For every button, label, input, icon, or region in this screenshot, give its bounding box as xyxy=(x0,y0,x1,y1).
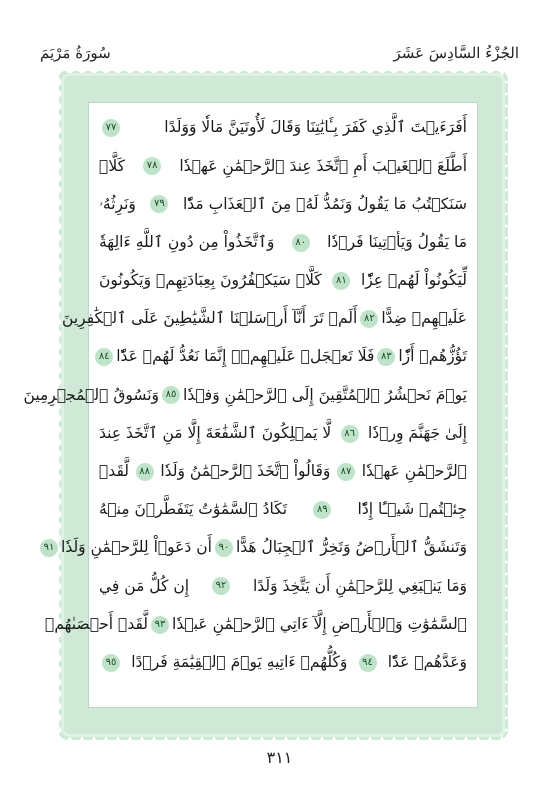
ayah-number-marker: ٨٢ xyxy=(360,310,378,328)
verse-text: يَوۡمَ نَحۡشُرُ ٱلۡمُتَّقِينَ إِلَى ٱلرَّحۡمَٰنِ وَفۡدٗا xyxy=(183,385,467,404)
verse-line xyxy=(99,453,467,491)
ayah-number-marker: ٩٣ xyxy=(151,616,169,634)
ayah-number-marker: ٨٤ xyxy=(95,348,113,366)
verse-lines xyxy=(23,109,467,701)
surah-name: سُورَةُ مَرْيَمَ xyxy=(40,44,111,62)
verse-text: وَٱتَّخَذُواْ مِن دُونِ ٱللَّهِ ءَالِهَةٗ xyxy=(99,232,275,251)
ayah-number-marker: ٧٧ xyxy=(102,119,120,137)
verse-text: أَن دَعَوۡاْ لِلرَّحۡمَٰنِ وَلَدٗا xyxy=(61,538,212,557)
verse-text: وَمَا يَنۢبَغِي لِلرَّحۡمَٰنِ أَن يَتَّخِذَ وَلَدًا xyxy=(252,576,467,595)
verse-text: لَّقَدۡ xyxy=(99,462,130,481)
verse-text: ٱلرَّحۡمَٰنِ عَهۡدٗا xyxy=(361,462,467,481)
page-number: ٣١١ xyxy=(266,748,293,767)
ayah-number-marker: ٨٠ xyxy=(292,234,310,252)
verse-text: سَنَكۡتُبُ مَا يَقُولُ وَنَمُدُّ لَهُۥ مِنَ ٱلۡعَذَابِ مَدّٗا xyxy=(182,194,467,213)
verse-line xyxy=(99,147,467,185)
ayah-number-marker: ٧٨ xyxy=(143,157,161,175)
verse-line xyxy=(23,376,467,414)
ayah-number-marker: ٩٤ xyxy=(359,654,377,672)
verse-line xyxy=(62,300,467,338)
ayah-number-marker: ٨٣ xyxy=(377,348,395,366)
verse-text: لَّقَدۡ أَحۡصَىٰهُمۡ xyxy=(45,614,149,633)
ayah-number-marker: ٧٩ xyxy=(150,195,168,213)
verse-text: جِئۡتُمۡ شَيۡـًٔا إِدّٗا xyxy=(357,500,467,519)
verse-text: أَطَّلَعَ ٱلۡغَيۡبَ أَمِ ٱتَّخَذَ عِندَ ٱلرَّحۡمَٰنِ عَهۡدٗا xyxy=(179,156,467,175)
ayah-number-marker: ٨٧ xyxy=(337,463,355,481)
verse-text: كَلَّاۚ xyxy=(99,156,125,175)
verse-text: وَقَالُواْ ٱتَّخَذَ ٱلرَّحۡمَٰنُ وَلَدٗا xyxy=(160,462,331,481)
verse-line xyxy=(99,224,467,262)
verse-line xyxy=(99,415,467,453)
verse-line xyxy=(99,491,467,529)
verse-text: وَتَنشَقُّ ٱلۡأَرۡضُ وَتَخِرُّ ٱلۡجِبَالُ هَدًّا xyxy=(235,538,467,557)
page-header xyxy=(40,40,519,66)
verse-text: مَا يَقُولُ وَيَأۡتِينَا فَرۡدٗا xyxy=(327,232,467,251)
verse-text: وَعَدَّهُمۡ عَدّٗا xyxy=(387,652,467,671)
verse-text: كَلَّاۚ سَيَكۡفُرُونَ بِعِبَادَتِهِمۡ وَيَكُونُونَ xyxy=(99,271,322,290)
ayah-number-marker: ٩١ xyxy=(40,539,58,557)
verse-text: ٱلسَّمَٰوَٰتِ وَٱلۡأَرۡضِ إِلَّآ ءَاتِي ٱلرَّحۡمَٰنِ عَبۡدٗا xyxy=(172,614,467,633)
ayah-number-marker: ٩٠ xyxy=(215,539,233,557)
verse-text: فَلَا تَعۡجَلۡ عَلَيۡهِمۡۖ إِنَّمَا نَعُدُّ لَهُمۡ عَدّٗا xyxy=(116,347,375,366)
ayah-number-marker: ٨٦ xyxy=(341,425,359,443)
juz-label: الجُزْءُ السَّادِسَ عَشَرَ xyxy=(393,44,519,62)
verse-text: وَنَرِثُهُۥ xyxy=(99,194,136,213)
verse-line xyxy=(99,262,467,300)
ayah-number-marker: ٩٢ xyxy=(212,577,230,595)
ayah-number-marker: ٨٥ xyxy=(162,386,180,404)
verse-line xyxy=(99,185,467,223)
ayah-number-marker: ٨١ xyxy=(332,272,350,290)
verse-text: إِن كُلُّ مَن فِي xyxy=(99,576,190,595)
verse-line xyxy=(99,338,467,376)
verse-text: وَكُلُّهُمۡ ءَاتِيهِ يَوۡمَ ٱلۡقِيَٰمَةِ فَرۡدًا xyxy=(131,652,348,671)
verse-text: إِلَىٰ جَهَنَّمَ وِرۡدٗا xyxy=(367,423,467,442)
verse-text: عَلَيۡهِمۡ ضِدًّا xyxy=(381,309,467,328)
verse-text: تَكَادُ ٱلسَّمَٰوَٰتُ يَتَفَطَّرۡنَ مِنۡهُ xyxy=(99,500,288,519)
verse-text: لَّا يَمۡلِكُونَ ٱلشَّفَٰعَةَ إِلَّا مَنِ ٱتَّخَذَ عِندَ xyxy=(99,423,332,442)
verse-line xyxy=(99,644,467,682)
page-frame xyxy=(23,76,502,734)
text-panel xyxy=(23,102,478,708)
verse-text: وَنَسُوقُ ٱلۡمُجۡرِمِينَ xyxy=(23,385,160,404)
verse-text: أَفَرَءَيۡتَ ٱلَّذِي كَفَرَ بِـَٔايَٰتِنَا وَقَالَ لَأُوتَيَنَّ مَالٗا وَوَلَدًا xyxy=(164,118,467,137)
verse-text: تَؤُزُّهُمۡ أَزّٗا xyxy=(398,347,467,366)
verse-line xyxy=(45,605,467,643)
verse-line xyxy=(43,529,467,567)
verse-line xyxy=(99,567,467,605)
ayah-number-marker: ٩٥ xyxy=(102,654,120,672)
verse-text: لِّيَكُونُواْ لَهُمۡ عِزّٗا xyxy=(360,271,467,290)
verse-line xyxy=(99,109,467,147)
ayah-number-marker: ٨٩ xyxy=(313,501,331,519)
verse-text: أَلَمۡ تَرَ أَنَّآ أَرۡسَلۡنَا ٱلشَّيَٰطِينَ عَلَى ٱلۡكَٰفِرِينَ xyxy=(62,309,358,328)
ayah-number-marker: ٨٨ xyxy=(136,463,154,481)
